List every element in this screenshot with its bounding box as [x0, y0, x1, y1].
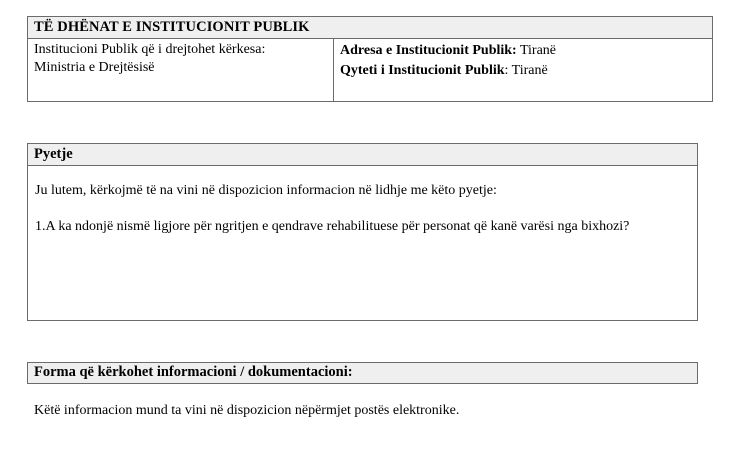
form-header: Forma që kërkohet informacioni / dokumentacioni: — [28, 363, 697, 383]
institution-address-cell — [334, 39, 712, 101]
institution-request-cell — [28, 39, 334, 101]
form-table — [27, 362, 698, 384]
form-note: Këtë informacion mund ta vini në dispozicion nëpërmjet postës elektronike. — [34, 403, 460, 418]
request-label: Institucioni Publik që i drejtohet kërkesa: — [34, 42, 266, 57]
city-value: : Tiranë — [504, 63, 548, 78]
questions-body — [28, 166, 697, 236]
address-value: Tiranë — [519, 43, 557, 58]
institution-data-table — [27, 16, 713, 102]
city-line — [340, 61, 706, 81]
city-label: Qyteti i Institucionit Publik — [340, 63, 505, 78]
questions-intro: Ju lutem, kërkojmë të na vini në dispozicion informacion në lidhje me këto pyetje: — [35, 183, 497, 198]
questions-table — [27, 143, 698, 321]
request-value: Ministria e Drejtësisë — [34, 60, 155, 75]
institution-data-header: TË DHËNAT E INSTITUCIONIT PUBLIK — [28, 17, 712, 39]
institution-data-row — [28, 39, 712, 101]
address-label: Adresa e Institucionit Publik: — [340, 43, 517, 58]
question-item: 1.A ka ndonjë nismë ligjore për ngritjen e qendrave rehabilituese për personat që kanë varësi nga bixhozi? — [35, 219, 630, 234]
address-line — [340, 41, 706, 61]
questions-header: Pyetje — [28, 144, 697, 166]
